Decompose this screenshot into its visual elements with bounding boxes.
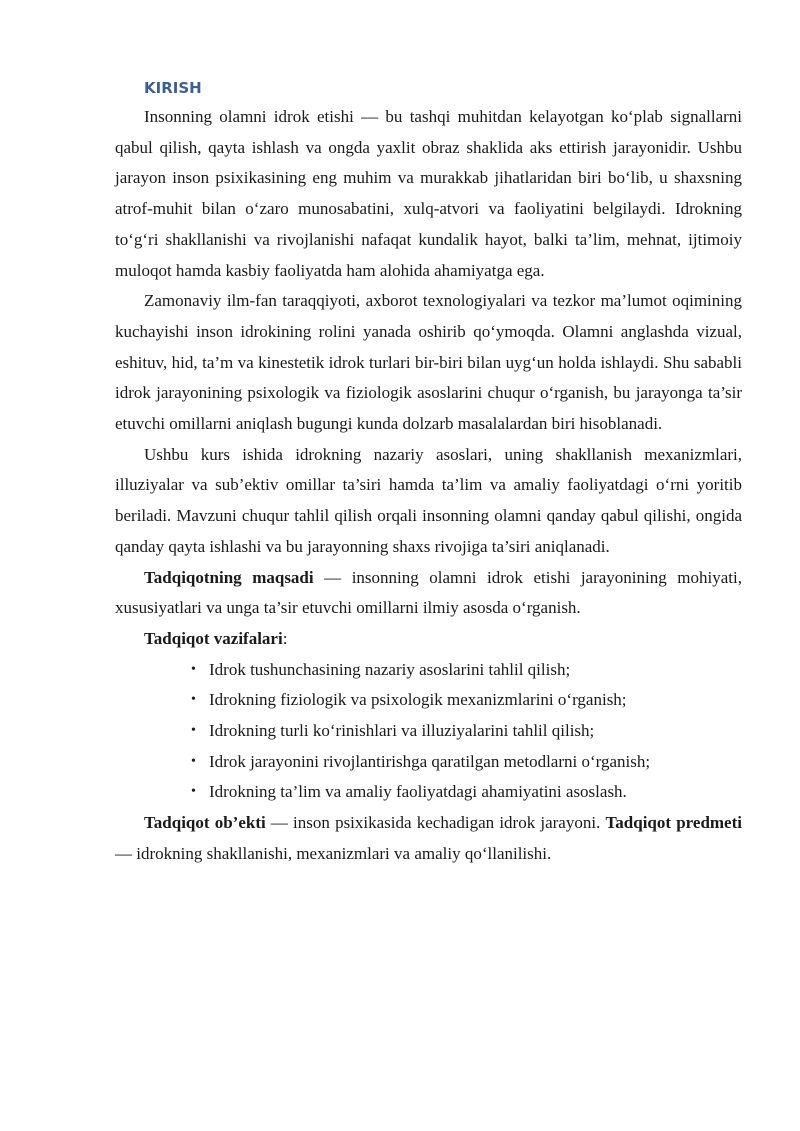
list-item-text: Idrok jarayonini rivojlantirishga qaratilgan metodlarni o‘rganish; xyxy=(209,751,651,771)
bullet-icon: • xyxy=(191,692,196,708)
list-item-text: Idrokning ta’lim va amaliy faoliyatdagi ahamiyatini asoslash. xyxy=(209,782,627,802)
document-page xyxy=(115,74,742,870)
list-item xyxy=(191,655,742,686)
research-tasks-colon: : xyxy=(282,628,288,648)
bullet-icon: • xyxy=(191,784,196,800)
research-goal xyxy=(115,563,742,624)
research-object-label: Tadqiqot ob’ekti xyxy=(144,813,266,833)
list-item xyxy=(191,716,742,747)
list-item xyxy=(191,685,742,716)
research-subject-text: — idrokning shakllanishi, mexanizmlari va amaliy qo‘llanilishi. xyxy=(115,843,552,863)
list-item-text: Idrok tushunchasining nazariy asoslarini tahlil qilish; xyxy=(209,659,571,679)
research-tasks-label: Tadqiqot vazifalari xyxy=(144,628,283,648)
research-subject-label: Tadqiqot predmeti xyxy=(605,813,742,833)
research-object-text: — inson psixikasida kechadigan idrok jarayoni. xyxy=(265,813,606,833)
bullet-icon: • xyxy=(191,661,196,677)
paragraph-intro: Insonning olamni idrok etishi — bu tashqi muhitdan kelayotgan ko‘plab signallarni qabul qilish, qayta ishlash va ongda yaxlit obraz shaklida aks ettirish jarayonidir. Ushbu jarayon inson psixikasining eng muhim va murakkab jihatlaridan biri bo‘lib, u shaxsning atrof-muhit bilan o‘zaro munosabatini, xulq-atvori va faoliyatini belgilaydi. Idrokning to‘g‘ri shakllanishi va rivojlanishi nafaqat kundalik hayot, balki ta’lim, mehnat, ijtimoiy muloqot hamda kasbiy faoliyatda ham alohida ahamiyatga ega. xyxy=(115,107,742,280)
research-tasks-heading xyxy=(115,624,742,655)
paragraph-course-scope: Ushbu kurs ishida idrokning nazariy asoslari, uning shakllanish mexanizmlari, illuziyalar va sub’ektiv omillar ta’siri hamda ta’lim va amaliy faoliyatdagi o‘rni yoritib beriladi. Mavzuni chuqur tahlil qilish orqali insonning olamni qanday qabul qilishi, ongida qanday qayta ishlashi va bu jarayonning shaxs rivojiga ta’siri aniqlanadi. xyxy=(115,444,742,556)
research-object-and-subject xyxy=(115,808,742,869)
research-goal-label: Tadqiqotning maqsadi xyxy=(144,567,314,587)
list-item-text: Idrokning turli ko‘rinishlari va illuziyalarini tahlil qilish; xyxy=(209,721,595,741)
list-item xyxy=(191,777,742,808)
paragraph-modern-science: Zamonaviy ilm-fan taraqqiyoti, axborot texnologiyalari va tezkor ma’lumot oqimining kuchayishi inson idrokining rolini yanada oshirib qo‘ymoqda. Olamni anglashda vizual, eshituv, hid, ta’m va kinestetik idrok turlari bir-biri bilan uyg‘un holda ishlaydi. Shu sababli idrok jarayonining psixologik va fiziologik asoslarini chuqur o‘rganish, bu jarayonga ta’sir etuvchi omillarni aniqlash bugungi kunda dolzarb masalalardan biri hisoblanadi. xyxy=(115,291,742,434)
section-heading: KIRISH xyxy=(144,79,202,97)
list-item-text: Idrokning fiziologik va psixologik mexanizmlarini o‘rganish; xyxy=(209,690,627,710)
bullet-icon: • xyxy=(191,723,196,739)
list-item xyxy=(191,747,742,778)
bullet-icon: • xyxy=(191,753,196,769)
research-tasks-list xyxy=(115,655,742,809)
research-goal-text: — insonning olamni idrok etishi jarayonining mohiyati, xususiyatlari va unga ta’sir etuvchi omillarni ilmiy asosda o‘rganish. xyxy=(115,567,742,618)
